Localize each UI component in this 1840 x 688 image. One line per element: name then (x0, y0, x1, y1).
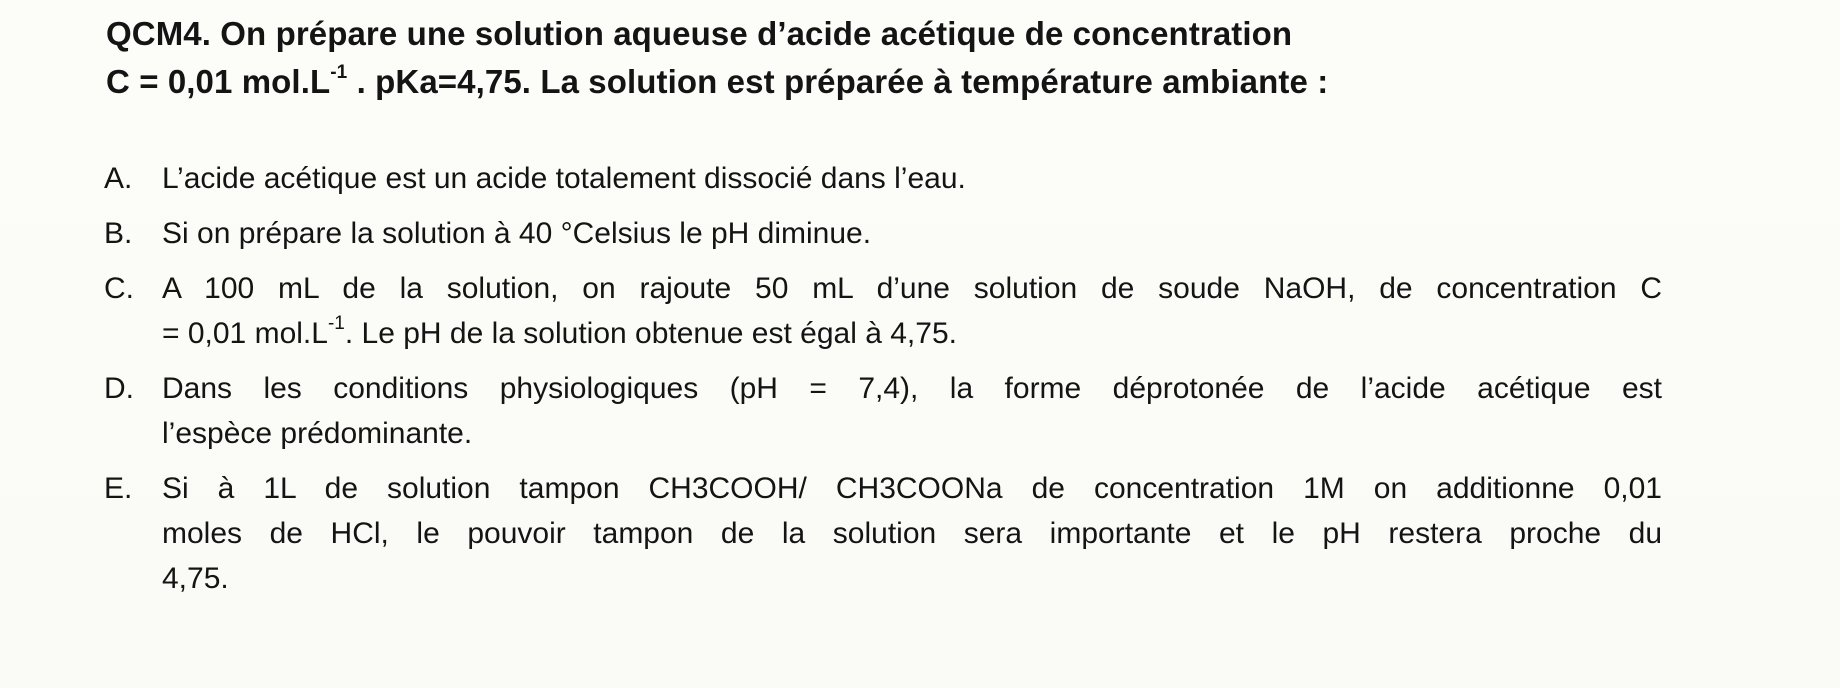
option-a-letter: A. (104, 162, 133, 195)
option-c-line-1: A 100 mL de la solution, on rajoute 50 mL d’une solution de soude NaOH, de concentration C (162, 272, 1662, 305)
option-d (100, 366, 1660, 456)
question-line-2 (106, 58, 1626, 106)
option-b-line-1: Si on prépare la solution à 40 °Celsius le pH diminue. (162, 217, 872, 250)
option-b (100, 211, 1660, 256)
option-e-text (162, 466, 1662, 601)
answer-options (100, 156, 1660, 611)
option-d-letter: D. (104, 372, 134, 405)
option-b-letter: B. (104, 217, 133, 250)
option-d-line-2: l’espèce prédominante. (162, 417, 473, 450)
option-a-text (162, 156, 1662, 201)
option-c-ph-text: . Le pH de la solution obtenue est égal à 4,75. (344, 317, 957, 350)
option-d-line-1: Dans les conditions physiologiques (pH = 7,4), la forme déprotonée de l’acide acétique est (162, 372, 1662, 405)
option-e-line-3: 4,75. (162, 562, 229, 595)
option-b-text (162, 211, 1662, 256)
option-c-text (162, 266, 1662, 356)
option-c (100, 266, 1660, 356)
option-e-line-2: moles de HCl, le pouvoir tampon de la solution sera importante et le pH restera proche du (162, 517, 1662, 550)
option-a-line-1: L’acide acétique est un acide totalement dissocié dans l’eau. (162, 162, 966, 195)
question-line-1: QCM4. On prépare une solution aqueuse d’acide acétique de concentration (106, 15, 1293, 52)
option-e-letter: E. (104, 472, 133, 505)
option-e-line-1: Si à 1L de solution tampon CH3COOH/ CH3COONa de concentration 1M on additionne 0,01 (162, 472, 1662, 505)
option-c-unit-exponent: -1 (327, 313, 345, 334)
option-c-line-2 (162, 311, 1662, 356)
question-stem (106, 10, 1626, 106)
question-unit-exponent: -1 (330, 62, 348, 83)
option-a (100, 156, 1660, 201)
question-pka-text: . pKa=4,75. La solution est préparée à température ambiante : (347, 63, 1329, 100)
option-c-concentration: = 0,01 mol.L (162, 317, 328, 350)
question-concentration: C = 0,01 mol.L (106, 63, 331, 100)
option-e (100, 466, 1660, 601)
option-d-text (162, 366, 1662, 456)
option-c-letter: C. (104, 272, 134, 305)
